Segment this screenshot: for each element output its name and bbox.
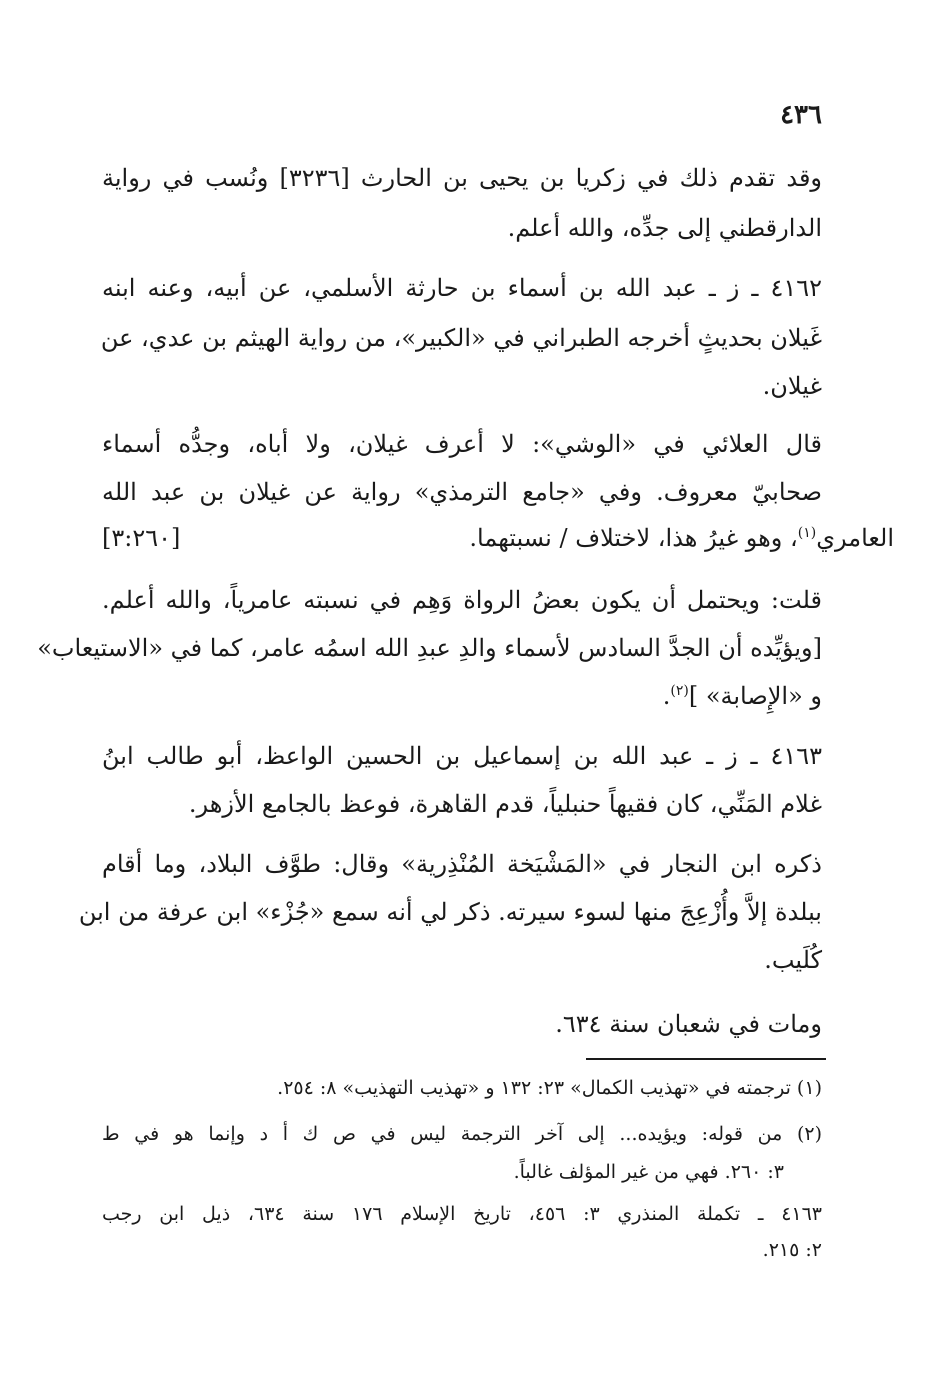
text-line: قال العلائي في «الوشي»: لا أعرف غيلان، ولا أباه، وجدُّه أسماء [102,430,822,458]
footnote-1: (١) ترجمته في «تهذيب الكمال» ٢٣: ١٣٢ و «تهذيب التهذيب» ٨: ٢٥٤. [277,1077,822,1099]
footnote-marker-1[interactable]: (١) [797,525,817,541]
text-segment: ، وهو غيرُ هذا، لاختلاف / نسبتهما. [469,524,798,552]
entry-4163-line: ٤١٦٣ ـ ز ـ عبد الله بن إسماعيل بن الحسين الواعظ، أبو طالب ابنُ [102,742,823,770]
footnote-marker-2[interactable]: (٢) [670,683,689,699]
source-note-4163-continued: ٢: ٢١٥. [762,1239,822,1261]
text-line: [ويؤيِّده أن الجدَّ السادس لأسماء والدِ عبدِ الله اسمُه عامر، كما في «الاستيعاب» [37,634,822,662]
text-line: كُلَيب. [764,946,822,974]
text-segment: و «الإِصابة» ] [688,682,822,710]
entry-4162-line: ٤١٦٢ ـ ز ـ عبد الله بن أسماء بن حارثة الأسلمي، عن أبيه، وعنه ابنه [102,274,822,302]
text-line-with-volume-ref [102,518,894,558]
source-note-4163: ٤١٦٣ ـ تكملة المنذري ٣: ٤٥٦، تاريخ الإسلام ١٧٦ سنة ٦٣٤، ذيل ابن رجب [102,1203,823,1225]
text-line: ذكره ابن النجار في «المَشْيَخة المُنْذِرية» وقال: طوَّف البلاد، وما أقام [102,850,822,878]
text-line [102,676,822,716]
volume-page-ref: [٣:٢٦٠] [102,524,181,552]
text-line: غلام المَنِّي، كان فقيهاً حنبلياً، قدم القاهرة، فوعظ بالجامع الأزهر. [188,790,822,818]
text-line: ومات في شعبان سنة ٦٣٤. [555,1010,822,1038]
footnote-divider [586,1058,826,1060]
text-line: الدارقطني إلى جدِّه، والله أعلم. [507,214,822,242]
text-line: غَيلان بحديثٍ أخرجه الطبراني في «الكبير»، من رواية الهيثم بن عدي، عن [100,324,822,352]
text-line: قلت: ويحتمل أن يكون بعضُ الرواة وَهِم في نسبته عامرياً، والله أعلم. [102,586,822,614]
text-segment: العامري [816,524,894,552]
text-segment: . [662,682,671,710]
text-line: صحابيّ معروف. وفي «جامع الترمذي» رواية عن غيلان بن عبد الله [102,478,822,506]
text-line: ببلدة إلاَّ وأُزْعِجَ منها لسوء سيرته. ذكر لي أنه سمع «جُزْء» ابن عرفة من ابن [78,898,822,926]
text-line: غيلان. [762,372,822,400]
page-number: ٤٣٦ [780,100,822,130]
text-line: وقد تقدم ذلك في زكريا بن يحيى بن الحارث [٣٢٣٦] ونُسب في رواية [102,164,822,192]
footnote-2: (٢) من قوله: ويؤيده... إلى آخر الترجمة ليس في ص ك أ د وإنما هو في ط [102,1123,822,1145]
footnote-2-continued: ٣: ٢٦٠. فهي من غير المؤلف غالباً. [513,1161,784,1183]
